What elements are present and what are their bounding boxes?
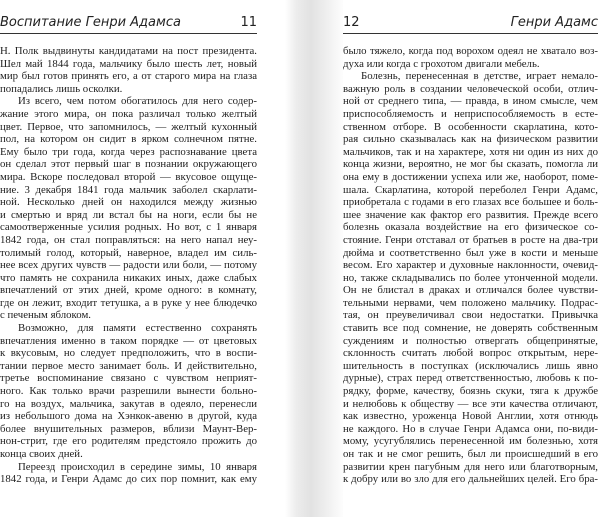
right-page-header bbox=[343, 14, 598, 34]
text-line: из небольшого дома на Хэнкок-авеню в другой, куда bbox=[0, 410, 257, 423]
text-line: он сделал этот первый шаг в познании окружающего bbox=[0, 158, 257, 171]
text-line: Ему было три года, когда через распознавание цвета bbox=[0, 145, 257, 158]
text-line: Из всего, чем потом обогатилось для него содер- bbox=[18, 95, 257, 108]
text-line: к вкусовым, но следует предположить, что в воспи- bbox=[0, 347, 257, 360]
text-line: конца жизни, вероятно, не мог бы сказать, помогла ли bbox=[343, 158, 598, 171]
text-line: жание этого мира, он пока различал только желтый bbox=[0, 107, 257, 120]
right-page-text bbox=[343, 45, 598, 486]
text-line: не каждого. Но в случае Генри Адамса они, по-види- bbox=[343, 422, 598, 435]
left-page-header bbox=[0, 14, 257, 34]
text-line: Н. Полк выдвинуты кандидатами на пост президента. bbox=[0, 45, 257, 57]
text-line: го на воздух, мальчика, закутав в одеяло, перенесли bbox=[0, 397, 257, 410]
text-line: более внушительных размеров, вблизи Маунт-Вер- bbox=[0, 422, 257, 435]
text-line: было тяжело, когда под ворохом одеял не хватало воз- bbox=[343, 45, 598, 57]
text-line: и смертью и вряд ли встал бы на ноги, если бы не bbox=[0, 208, 257, 221]
text-line: нон-стрит, где его родителям предстояло прожить до bbox=[0, 435, 257, 448]
text-line: тании первое место занимает боль. И действительно, bbox=[0, 359, 257, 372]
right-page bbox=[343, 0, 600, 517]
page-number: 11 bbox=[240, 15, 257, 30]
text-line: Болезнь, перенесенная в детстве, играет немало- bbox=[361, 70, 598, 83]
text-line: толимый голод, который, наверное, владел им силь- bbox=[0, 246, 257, 259]
text-line: впечатления именно в таком порядке — от цветовых bbox=[0, 334, 257, 347]
text-line: цвет. Первое, что запомнилось, — желтый кухонный bbox=[0, 120, 257, 133]
text-line: суждениям и полностью отвергать общепринятые, bbox=[343, 334, 598, 347]
text-line: как известно, уроженца Новой Англии, хотя отнюдь bbox=[343, 410, 598, 423]
text-line: попадались лишь осколки. bbox=[0, 82, 123, 95]
text-line: весом. Его характер и духовные наклонности, очевид- bbox=[343, 259, 598, 272]
text-line: духа или когда с грохотом двигали мебель. bbox=[343, 57, 540, 70]
text-line: шительность в поступках (исключались лишь явно bbox=[343, 359, 598, 372]
text-line: что память не сохранила никаких иных, даже слабых bbox=[0, 271, 257, 284]
text-line: развитии крен пагубным для него или благотворным, bbox=[343, 460, 598, 473]
text-line: 1842 года, и Генри Адамс до сих пор помнит, как ему bbox=[0, 473, 257, 486]
text-line: рая сильно сказывалась как на физическом развитии bbox=[343, 133, 598, 146]
text-line: Переезд происходил в середине зимы, 10 января bbox=[18, 460, 257, 473]
text-line: Он не блистал в драках и отличался более чувстви- bbox=[343, 284, 598, 297]
text-line: мому, усугублялись перенесенной им болезнью, хотя bbox=[343, 435, 598, 448]
text-line: мальчиков, так и на характере, хотя ни один из них до bbox=[343, 145, 598, 158]
text-line: тельными нервами, чем положено мальчику. Подрас- bbox=[343, 296, 598, 309]
text-line: где он лежит, входит тетушка, а в руке у нее блюдечко bbox=[0, 296, 257, 309]
paragraph bbox=[0, 95, 257, 322]
text-line: пол, на котором он сидит в ярком солнечном пятне. bbox=[0, 133, 257, 146]
running-head: Генри Адамс bbox=[510, 15, 598, 30]
text-line: и нелюбовь к обществу — все эти качества отличают, bbox=[343, 397, 598, 410]
book-gutter bbox=[285, 0, 343, 517]
text-line: Возможно, для памяти естественно сохранять bbox=[18, 322, 257, 335]
text-line: приспособляемость и неприспособляемость в есте- bbox=[343, 107, 598, 120]
text-line: стояние. Генри отставал от братьев в росте на два-три bbox=[343, 233, 598, 246]
running-head: Воспитание Генри Адамса bbox=[0, 15, 181, 30]
text-line: склонность считать любой вопрос открытым, нере- bbox=[343, 347, 598, 360]
page-number: 12 bbox=[343, 15, 360, 30]
left-page-text bbox=[0, 45, 257, 486]
paragraph bbox=[343, 70, 598, 486]
text-line: ной. Несколько дней он находился между жизнью bbox=[0, 196, 257, 209]
text-line: важную роль в создании человеческой особи, отлич- bbox=[343, 82, 598, 95]
text-line: ного. Как только врачи разрешили вынести больно- bbox=[0, 385, 257, 398]
text-line: к добру или во зло для его дальнейших целей. Его бра- bbox=[343, 473, 598, 486]
text-line: он так и не смог решить, был ли происшедший в его bbox=[343, 448, 598, 460]
text-line: но, также складывались по более утонченной модели. bbox=[343, 271, 598, 284]
text-line: приобретала с годами в его глазах все большее и боль- bbox=[343, 196, 598, 209]
text-line: она ему в достижении успеха или же, наоборот, поме- bbox=[343, 170, 598, 183]
text-line: шее значение как фактор его развития. Прежде всего bbox=[343, 208, 598, 221]
text-line: третье воспоминание связано с чувством неприят- bbox=[0, 372, 257, 385]
text-line: дюйма и соответственно был уже в кости и меньше bbox=[343, 246, 598, 259]
text-line: дурные), страх перед ответственностью, любовь к по- bbox=[343, 372, 598, 385]
text-line: ставить все под сомнение, не доверять собственным bbox=[343, 322, 598, 335]
paragraph bbox=[0, 322, 257, 461]
text-line: ной от среднего типа, — правда, в ином смысле, чем bbox=[343, 95, 598, 108]
text-line: нее всех других чувств — радости или боли, — потому bbox=[0, 259, 257, 272]
text-line: конца своих дней. bbox=[0, 448, 83, 460]
text-line: самоотверженные усилия родных. Но вот, с 1 января bbox=[0, 221, 257, 234]
text-line: с печеным яблоком. bbox=[0, 309, 91, 322]
text-line: шала. Скарлатина, которой переболел Генри Адамс, bbox=[343, 183, 598, 196]
text-line: ние. 3 декабря 1841 года мальчик заболел скарлати- bbox=[0, 183, 257, 196]
paragraph bbox=[0, 45, 257, 95]
text-line: впечатлений от этих дней, кроме одного: в комнату, bbox=[0, 284, 257, 297]
text-line: ственном отборе. В особенности скарлатина, кото- bbox=[343, 120, 598, 133]
paragraph bbox=[0, 461, 257, 486]
left-page bbox=[0, 0, 285, 517]
text-line: болезнь оказала воздействие на его физическое со- bbox=[343, 221, 598, 234]
text-line: тая, он преувеличивал свои недостатки. Привычка bbox=[343, 309, 598, 322]
text-line: Шел май 1844 года, мальчику было шесть лет, новый bbox=[0, 57, 257, 70]
text-line: мир был готов принять его, а от старого мира на глаза bbox=[0, 70, 257, 83]
text-line: 1842 года, он стал поправляться: на него напал неу- bbox=[0, 233, 257, 246]
text-line: рядку, форме, качеству, боязнь скуки, тяга к дружбе bbox=[343, 385, 598, 398]
text-line: мира. Вскоре последовал второй — вкусовое ощуще- bbox=[0, 170, 257, 183]
paragraph bbox=[343, 45, 598, 70]
